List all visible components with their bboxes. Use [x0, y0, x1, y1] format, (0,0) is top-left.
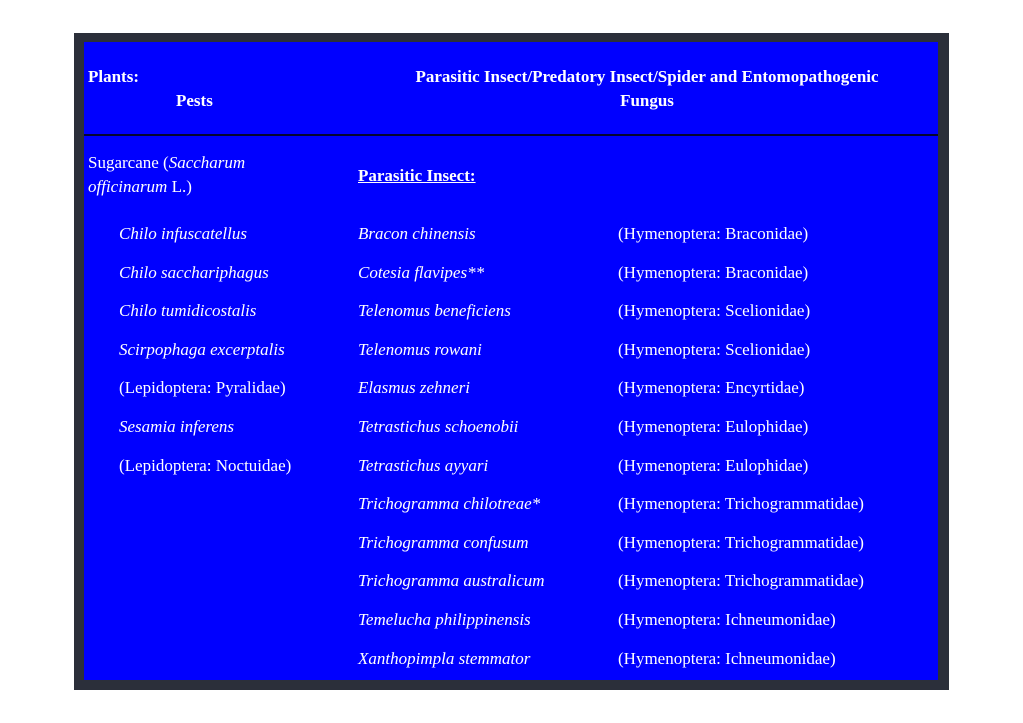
natural-enemy-family: (Hymenoptera: Braconidae): [618, 224, 809, 243]
natural-enemy-species: Elasmus zehneri: [358, 378, 470, 398]
natural-enemy-species: Telenomus beneficiens: [358, 301, 511, 321]
natural-enemy-family: (Hymenoptera: Trichogrammatidae): [618, 494, 864, 514]
natural-enemy-family: (Hymenoptera: Eulophidae): [618, 455, 809, 475]
natural-enemy-family: (Hymenoptera: Ichneumonidae): [618, 648, 836, 668]
natural-enemy-species: Temelucha philippinensis: [358, 610, 531, 629]
crop-name-species: officinarum: [88, 177, 168, 196]
natural-enemy-species: Tetrastichus ayyari: [358, 455, 489, 475]
natural-enemy-species: Bracon chinensis: [358, 224, 476, 243]
natural-enemy-species: Tetrastichus schoenobii: [358, 417, 519, 436]
natural-enemy-species: Xanthopimpla stemmator: [358, 648, 531, 668]
enemy-header-line1: Parasitic Insect/Predatory Insect/Spider and Entomopathogenic: [415, 67, 879, 86]
pest-name: (Lepidoptera: Pyralidae): [119, 378, 286, 398]
header-divider: [84, 134, 938, 136]
natural-enemy-family: (Hymenoptera: Scelionidae): [618, 301, 811, 321]
crop-name-suffix: L.): [167, 177, 192, 196]
plants-header: Plants:: [88, 67, 139, 86]
crop-name-prefix: Sugarcane (: [88, 153, 169, 172]
pest-name: Scirpophaga excerptalis: [119, 339, 285, 359]
crop-name-genus: Saccharum: [168, 153, 246, 172]
pest-name: Sesamia inferens: [119, 417, 235, 436]
natural-enemy-family: (Hymenoptera: Scelionidae): [618, 339, 811, 359]
slide: [84, 42, 938, 680]
natural-enemy-species: Trichogramma australicum: [358, 571, 545, 591]
natural-enemy-species: Cotesia flavipes**: [358, 262, 485, 282]
crop-name-line2: [88, 176, 192, 198]
natural-enemy-family: (Hymenoptera: Eulophidae): [618, 417, 809, 436]
natural-enemy-family: (Hymenoptera: Encyrtidae): [618, 378, 805, 398]
pest-name: Chilo sacchariphagus: [119, 262, 269, 282]
natural-enemy-species: Trichogramma chilotreae*: [358, 494, 541, 514]
section-title: Parasitic Insect:: [358, 166, 476, 185]
natural-enemy-species: Trichogramma confusum: [358, 532, 529, 552]
natural-enemy-species: Telenomus rowani: [358, 339, 482, 359]
natural-enemy-family: (Hymenoptera: Ichneumonidae): [618, 610, 836, 629]
natural-enemy-family: (Hymenoptera: Trichogrammatidae): [618, 532, 864, 552]
pest-name: Chilo infuscatellus: [119, 224, 247, 243]
enemy-header-line2: Fungus: [620, 91, 674, 110]
natural-enemy-family: (Hymenoptera: Trichogrammatidae): [618, 571, 864, 591]
natural-enemy-family: (Hymenoptera: Braconidae): [618, 262, 809, 282]
pest-name: Chilo tumidicostalis: [119, 301, 257, 321]
pests-header: Pests: [176, 91, 213, 110]
crop-name-line1: [88, 152, 245, 174]
pest-name: (Lepidoptera: Noctuidae): [119, 455, 292, 475]
